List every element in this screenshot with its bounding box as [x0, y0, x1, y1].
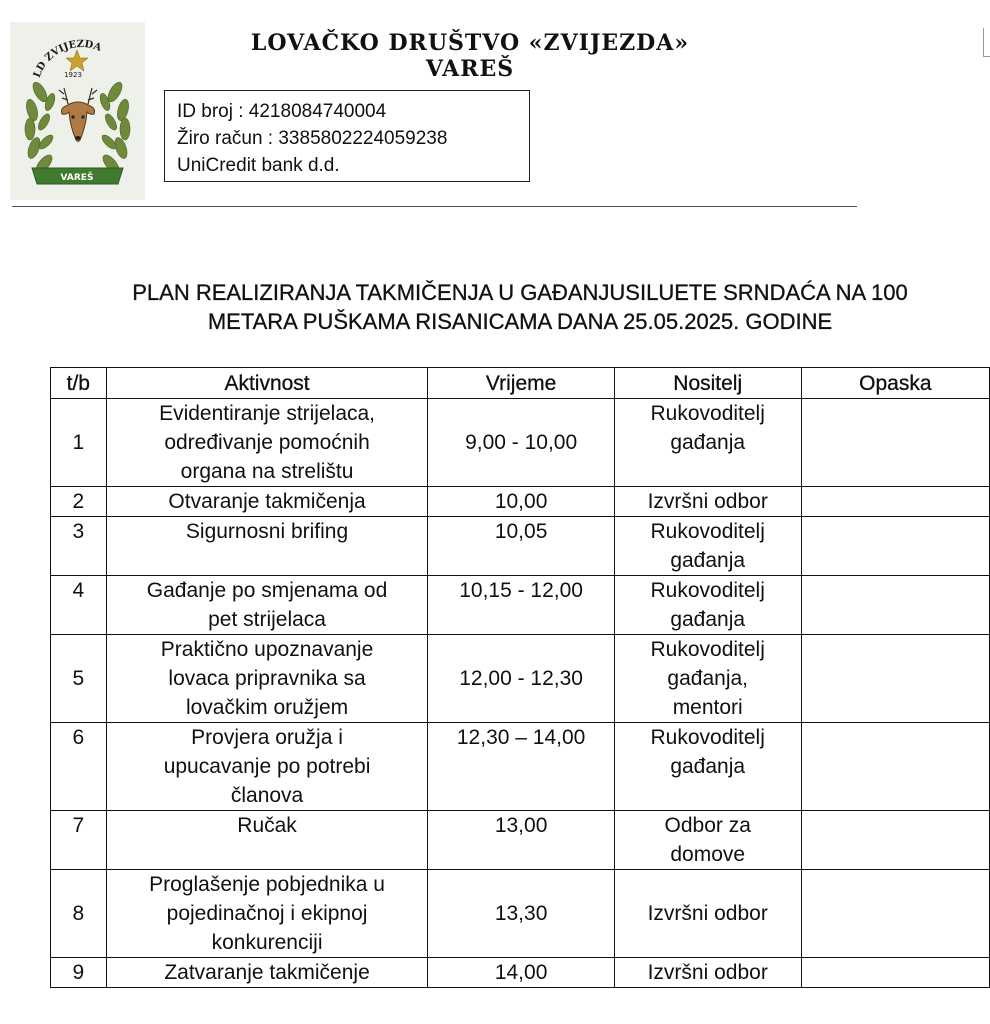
responsible-cell: [614, 958, 801, 988]
organization-name: [150, 30, 790, 82]
activity-cell: [106, 958, 428, 988]
responsible-line: gađanja: [670, 431, 746, 454]
responsible-cell: [614, 487, 801, 517]
activity-line: Praktično upoznavanje: [160, 638, 374, 661]
header-aktivnost: Aktivnost: [106, 368, 428, 399]
time-cell: 12,30 – 14,00: [428, 723, 614, 811]
remark-cell: [801, 958, 989, 988]
responsible-line: Izvršni odbor: [647, 902, 768, 925]
title-line1: PLAN REALIZIRANJA TAKMIČENJA U GAĐANJUSILUETE SRNDAĆA NA 100: [132, 280, 908, 305]
table-row: [51, 723, 990, 811]
responsible-line: Rukovoditelj: [650, 520, 765, 543]
activity-line: lovaca pripravnika sa: [168, 667, 366, 690]
responsible-cell: [614, 576, 801, 635]
responsible-line: gađanja: [670, 755, 746, 778]
header-divider: [12, 206, 857, 207]
organization-info-box: [164, 90, 530, 182]
responsible-cell: [614, 723, 801, 811]
activity-cell: [106, 399, 428, 487]
activity-cell: [106, 576, 428, 635]
table-row: [51, 958, 990, 988]
row-number: 6: [51, 723, 107, 811]
activity-cell: [106, 635, 428, 723]
table-row: [51, 576, 990, 635]
title-line2: METARA PUŠKAMA RISANICAMA DANA 25.05.2025. GODINE: [207, 309, 833, 334]
responsible-line: Rukovoditelj: [650, 402, 765, 425]
remark-cell: [801, 517, 989, 576]
activity-line: organa na strelištu: [180, 460, 354, 483]
activity-line: Ručak: [237, 814, 297, 837]
table-row: [51, 635, 990, 723]
time-cell: 10,05: [428, 517, 614, 576]
svg-text:1923: 1923: [64, 71, 82, 79]
responsible-line: mentori: [672, 696, 743, 719]
header-tb: t/b: [51, 368, 107, 399]
activity-line: Provjera oružja i: [191, 726, 343, 749]
activity-cell: [106, 487, 428, 517]
time-cell: 13,30: [428, 870, 614, 958]
activity-line: pojedinačnoj i ekipnoj: [166, 902, 368, 925]
time-cell: 14,00: [428, 958, 614, 988]
activity-line: Zatvaranje takmičenje: [164, 961, 370, 984]
remark-cell: [801, 811, 989, 870]
activity-line: pet strijelaca: [208, 608, 326, 631]
responsible-line: gađanja,: [667, 667, 748, 690]
table-row: [51, 399, 990, 487]
table-row: [51, 870, 990, 958]
bank-name: UniCredit bank d.d.: [177, 155, 340, 176]
time-cell: 10,00: [428, 487, 614, 517]
responsible-line: Izvršni odbor: [647, 490, 768, 513]
page-corner-mark: [983, 28, 990, 57]
row-number: 1: [51, 399, 107, 487]
responsible-line: Rukovoditelj: [650, 579, 765, 602]
row-number: 2: [51, 487, 107, 517]
id-number: ID broj : 4218084740004: [177, 101, 387, 122]
activity-line: Otvaranje takmičenja: [168, 490, 366, 513]
organization-city: VAREŠ: [425, 56, 515, 82]
bank-account: Žiro račun : 3385802224059238: [177, 128, 448, 149]
responsible-line: domove: [670, 843, 746, 866]
activity-line: Gađanje po smjenama od: [146, 579, 388, 602]
remark-cell: [801, 870, 989, 958]
table-header-row: [51, 368, 990, 399]
remark-cell: [801, 635, 989, 723]
activity-cell: [106, 870, 428, 958]
activity-line: upucavanje po potrebi: [163, 755, 371, 778]
document-title: [40, 278, 990, 336]
row-number: 3: [51, 517, 107, 576]
activity-plan-table: [50, 367, 990, 988]
activity-cell: [106, 723, 428, 811]
remark-cell: [801, 723, 989, 811]
time-cell: 10,15 - 12,00: [428, 576, 614, 635]
row-number: 9: [51, 958, 107, 988]
responsible-cell: [614, 517, 801, 576]
table-row: [51, 811, 990, 870]
row-number: 4: [51, 576, 107, 635]
activity-line: Proglašenje pobjednika u: [149, 873, 385, 896]
activity-line: Sigurnosni brifing: [185, 520, 349, 543]
club-logo: [10, 22, 145, 200]
responsible-line: Izvršni odbor: [647, 961, 768, 984]
logo-lettering: [10, 22, 145, 200]
organization-name-line1: LOVAČKO DRUŠTVO «ZVIJEZDA»: [250, 30, 690, 56]
remark-cell: [801, 487, 989, 517]
header-vrijeme: Vrijeme: [428, 368, 614, 399]
time-cell: 9,00 - 10,00: [428, 399, 614, 487]
remark-cell: [801, 576, 989, 635]
responsible-line: Rukovoditelj: [650, 638, 765, 661]
activity-cell: [106, 811, 428, 870]
activity-line: određivanje pomoćnih: [164, 431, 370, 454]
row-number: 5: [51, 635, 107, 723]
time-cell: 12,00 - 12,30: [428, 635, 614, 723]
activity-line: članova: [230, 784, 304, 807]
svg-text:LD ZVIJEZDA: LD ZVIJEZDA: [31, 38, 103, 80]
responsible-cell: [614, 811, 801, 870]
table-row: [51, 487, 990, 517]
row-number: 7: [51, 811, 107, 870]
row-number: 8: [51, 870, 107, 958]
responsible-cell: [614, 399, 801, 487]
time-cell: 13,00: [428, 811, 614, 870]
responsible-cell: [614, 635, 801, 723]
responsible-cell: [614, 870, 801, 958]
header-nositelj: Nositelj: [614, 368, 801, 399]
remark-cell: [801, 399, 989, 487]
responsible-line: gađanja: [670, 549, 746, 572]
responsible-line: Odbor za: [664, 814, 751, 837]
table-row: [51, 517, 990, 576]
responsible-line: gađanja: [670, 608, 746, 631]
activity-line: lovačkim oružjem: [185, 696, 349, 719]
activity-line: konkurenciji: [211, 931, 323, 954]
header-opaska: Opaska: [801, 368, 989, 399]
responsible-line: Rukovoditelj: [650, 726, 765, 749]
activity-line: Evidentiranje strijelaca,: [159, 402, 376, 425]
svg-text:VAREŠ: VAREŠ: [60, 173, 94, 183]
activity-cell: [106, 517, 428, 576]
